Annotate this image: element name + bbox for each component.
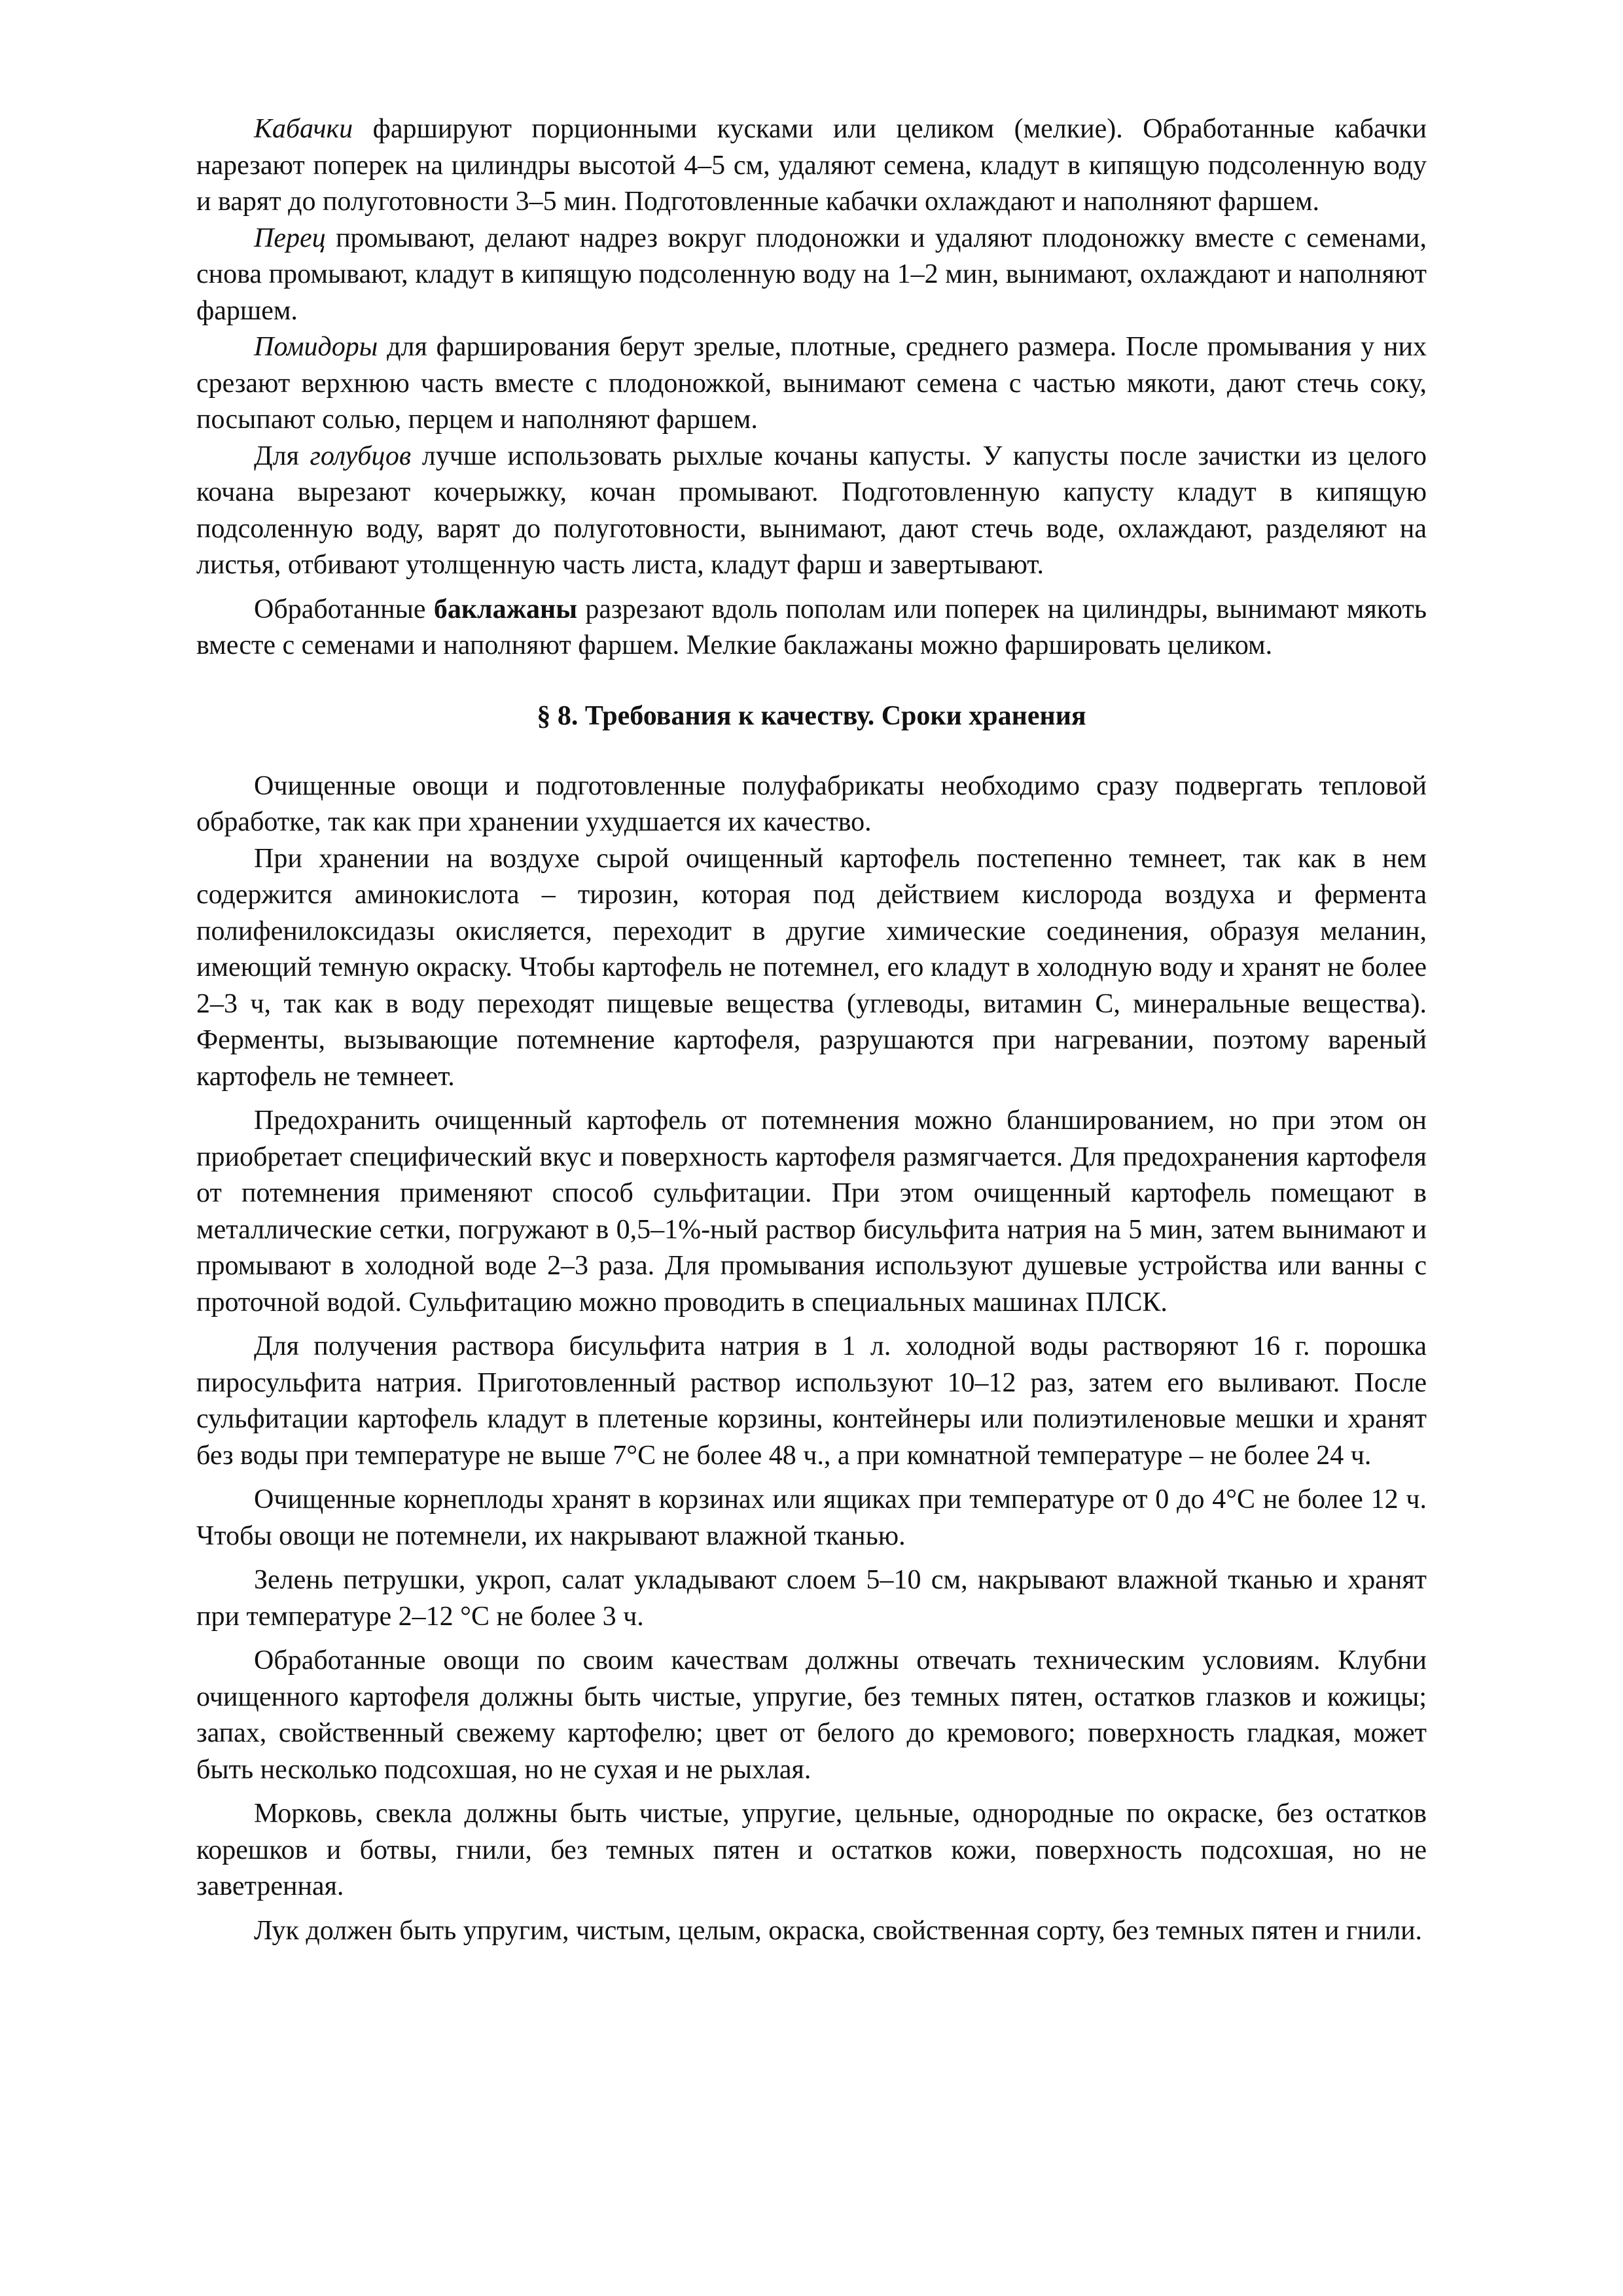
term-zucchini: Кабачки — [254, 114, 353, 144]
paragraph-3: Предохранить очищенный картофель от потемнения можно бланшированием, но при этом он приобретает специфический вкус и поверхность картофеля размягчается. Для предохранения картофеля от потемнения применяют способ сульфитации. При этом очищенный картофель помещают в металлические сетки, погружают в 0,5–1%-ный раствор бисульфита натрия на 5 мин, затем вынимают и промывают в холодной воде 2–3 раза. Для промывания используют душевые устройства или ванны с проточной водой. Сульфитацию можно проводить в специальных машинах ПЛСК. — [196, 1105, 1427, 1318]
paragraph-2: При хранении на воздухе сырой очищенный картофель постепенно темнеет, так как в нем содержится аминокислота – тирозин, которая под действием кислорода воздуха и фермента полифенилоксидазы окисляется, переходит в другие химические соединения, образуя меланин, имеющий темную окраску. Чтобы картофель не потемнел, его кладут в холодную воду и хранят не более 2–3 ч, так как в воду переходят пищевые вещества (углеводы, витамин С, минеральные вещества). Ферменты, вызывающие потемнение картофеля, разрушаются при нагревании, поэтому вареный картофель не темнеет. — [196, 843, 1427, 1092]
paragraph-eggplant — [196, 592, 1427, 664]
paragraph-zucchini — [196, 111, 1427, 221]
paragraph-4: Для получения раствора бисульфита натрия в 1 л. холодной воды растворяют 16 г. порошка пиросульфита натрия. Приготовленный раствор используют 10–12 раз, затем его выливают. После сульфитации картофель кладут в плетеные корзины, контейнеры или полиэтиленовые мешки и хранят без воды при температуре не выше 7°С не более 48 ч., а при комнатной температуре – не более 24 ч. — [196, 1331, 1427, 1471]
paragraph-cabbage-rolls — [196, 439, 1427, 584]
paragraph-1: Очищенные овощи и подготовленные полуфабрикаты необходимо сразу подвергать тепловой обработке, так как при хранении ухудшается их качество. — [196, 770, 1427, 837]
paragraph-9: Лук должен быть упругим, чистым, целым, окраска, свойственная сорту, без темных пятен и гнили. — [254, 1915, 1423, 1946]
paragraph-pepper — [196, 221, 1427, 330]
paragraph-eggplant-prefix: Обработанные — [254, 594, 434, 624]
document-page — [196, 111, 1427, 1949]
paragraph-pepper-text: промывают, делают надрез вокруг плодоножки и удаляют плодоножку вместе с семенами, снова промывают, кладут в кипящую подсоленную воду на 1–2 мин, вынимают, охлаждают и наполняют фаршем. — [196, 223, 1427, 326]
paragraph-6: Зелень петрушки, укроп, салат укладывают слоем 5–10 см, накрывают влажной тканью и хранят при температуре 2–12 °С не более 3 ч. — [196, 1565, 1427, 1632]
paragraph-cabbage-rolls-prefix: Для — [254, 440, 310, 471]
term-pepper: Перец — [254, 223, 326, 253]
term-cabbage-rolls: голубцов — [310, 440, 412, 471]
paragraph-8: Морковь, свекла должны быть чистые, упругие, цельные, однородные по окраске, без остатков корешков и ботвы, гнили, без темных пятен и остатков кожи, поверхность подсохшая, но не заветренная. — [196, 1799, 1427, 1901]
paragraph-tomatoes-text: для фарширования берут зрелые, плотные, среднего размера. После промывания у них срезают верхнюю часть вместе с плодоножкой, вынимают семена с частью мякоти, дают стечь соку, посыпают солью, перцем и наполняют фаршем. — [196, 332, 1427, 435]
paragraph-7: Обработанные овощи по своим качествам должны отвечать техническим условиям. Клубни очищенного картофеля должны быть чистые, упругие, без темных пятен, остатков глазков и кожицы; запах, свойственный свежему картофелю; цвет от белого до кремового; поверхность гладкая, может быть несколько подсохшая, но не сухая и не рыхлая. — [196, 1645, 1427, 1785]
paragraph-tomatoes — [196, 329, 1427, 439]
paragraph-5: Очищенные корнеплоды хранят в корзинах или ящиках при температуре от 0 до 4°С не более 12 ч. Чтобы овощи не потемнели, их накрывают влажной тканью. — [196, 1484, 1427, 1551]
term-tomatoes: Помидоры — [254, 332, 378, 362]
paragraph-cabbage-rolls-text: лучше использовать рыхлые кочаны капусты. У капусты после зачистки из целого кочана вырезают кочерыжку, кочан промывают. Подготовленную капусту кладут в кипящую подсоленную воду, варят до полуготовности, вынимают, дают стечь воде, охлаждают, разделяют на листья, отбивают утолщенную часть листа, кладут фарш и завертывают. — [196, 440, 1427, 580]
section-heading: § 8. Требования к качеству. Сроки хранения — [537, 700, 1086, 731]
paragraph-zucchini-text: фаршируют порционными кусками или целиком (мелкие). Обработанные кабачки нарезают поперек на цилиндры высотой 4–5 см, удаляют семена, кладут в кипящую подсоленную воду и варят до полуготовности 3–5 мин. Подготовленные кабачки охлаждают и наполняют фаршем. — [196, 114, 1427, 217]
paragraph-eggplant-text: разрезают вдоль пополам или поперек на цилиндры, вынимают мякоть вместе с семенами и наполняют фаршем. Мелкие баклажаны можно фаршировать целиком. — [196, 594, 1427, 660]
term-eggplant: баклажаны — [433, 594, 578, 624]
